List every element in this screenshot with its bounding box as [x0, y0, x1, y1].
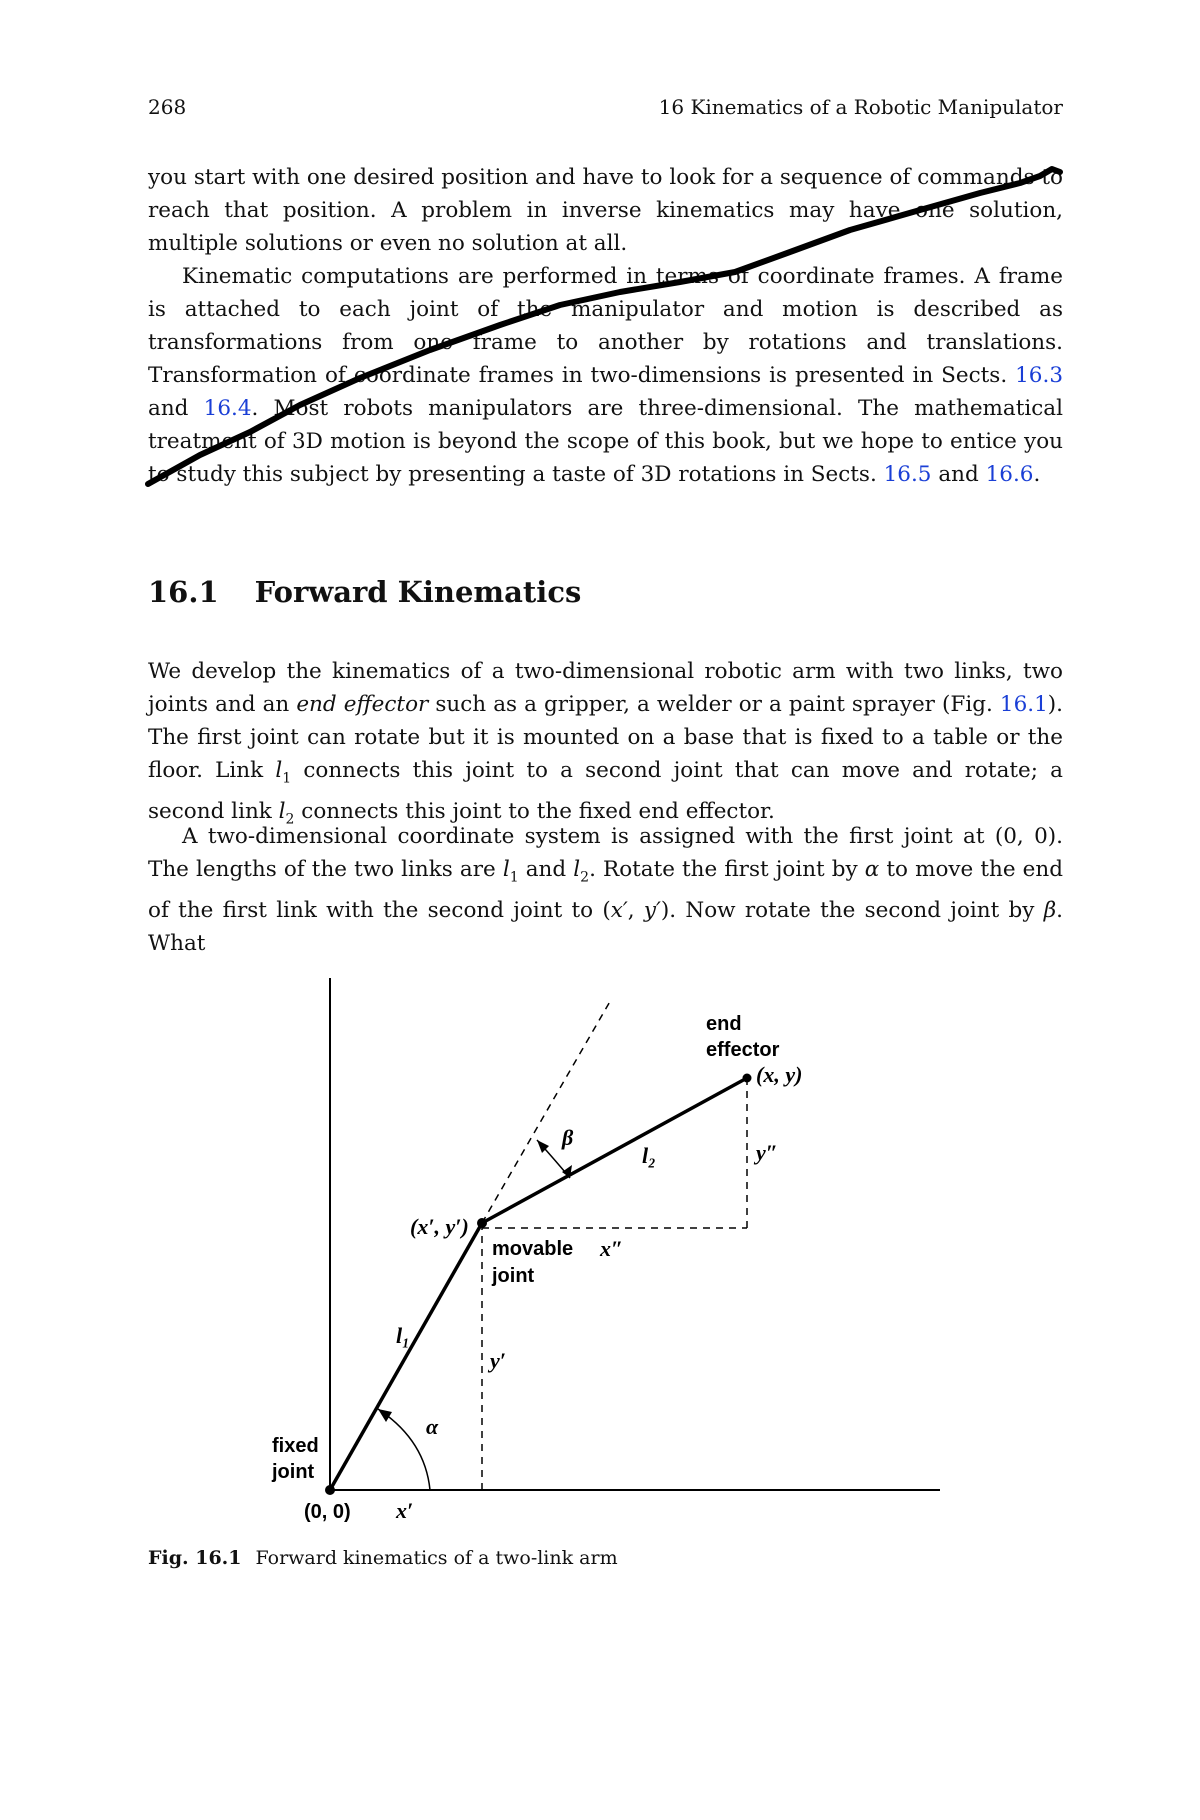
label-l2: l₂: [642, 1143, 656, 1168]
paragraph-intro: you start with one desired position and have to look for a sequence of commands to reach that position. A problem in inverse kinematics may have one solution, multiple solutions or even no solution at all.: [148, 165, 1063, 256]
paragraph-forward-kinematics: We develop the kinematics of a two-dimensional robotic arm with two links, two joints and an end effector such as a gripper, a welder or a paint sprayer (Fig. 16.1). The first joint can rotate but it is mounted on a base that is fixed to a table or the floor. Link $l_1$ connects this joint to a second joint that can move and rotate; a second link $l_2$ connects this joint to the fixed end effector.: [148, 659, 1063, 828]
label-movable-joint: joint: [492, 1265, 535, 1287]
label-second-joint-point: (x′, y′): [410, 1214, 469, 1239]
link-l2: [482, 1078, 747, 1223]
link-sect-16-4[interactable]: 16.4: [203, 396, 252, 421]
label-fixed-joint: joint: [272, 1461, 315, 1483]
fixed-joint-dot: [325, 1485, 335, 1495]
label-l1: l₁: [396, 1323, 410, 1348]
link-sect-16-3[interactable]: 16.3: [1015, 363, 1063, 388]
label-alpha: α: [426, 1414, 439, 1439]
label-end: end: [706, 1013, 742, 1035]
label-movable: movable: [492, 1238, 574, 1260]
paragraph-frames: Kinematic computations are performed in terms of coordinate frames. A frame is attached to each joint of the manipulator and motion is described as transformations from one frame to another by rotations and translations. Transformation of coordinate frames in two-dimensions is presented in Sects. 16.3 and 16.4. Most robots manipulators are three-dimensional. The mathematical treatment of 3D motion is beyond the scope of this book, but we hope to entice you to study this subject by presenting a taste of 3D rotations in Sects. 16.5 and 16.6.: [148, 264, 1063, 487]
label-fixed: fixed: [272, 1435, 319, 1457]
link-sect-16-5[interactable]: 16.5: [883, 462, 932, 487]
section-title: Forward Kinematics: [254, 575, 582, 609]
movable-joint-dot: [477, 1218, 487, 1228]
label-beta: β: [562, 1125, 574, 1150]
label-y-prime: y′: [490, 1348, 506, 1373]
paragraph-coordinate-system: A two-dimensional coordinate system is assigned with the first joint at (0, 0). The lengths of the two links are $l_1$ and $l_2$. Rotate the first joint by α to move the end of the first link with the second joint to (x′, y′). Now rotate the second joint by β. What: [148, 824, 1063, 957]
label-x-double-prime: x″: [600, 1236, 624, 1261]
page-number: 268: [148, 95, 187, 119]
figure-caption: [148, 1547, 618, 1569]
label-origin: (0, 0): [304, 1501, 351, 1523]
running-head: 16 Kinematics of a Robotic Manipulator: [658, 95, 1063, 119]
figure-caption-text: Forward kinematics of a two-link arm: [255, 1547, 618, 1569]
label-y-double-prime: y″: [756, 1140, 778, 1165]
link-sect-16-6[interactable]: 16.6: [985, 462, 1034, 487]
link-fig-16-1[interactable]: 16.1: [999, 692, 1048, 717]
label-end-point: (x, y): [756, 1062, 803, 1087]
end-effector-dot: [743, 1074, 752, 1083]
figure-caption-label: Fig. 16.1: [148, 1547, 242, 1569]
label-effector: effector: [706, 1039, 780, 1061]
link-l1: [330, 1223, 482, 1490]
label-x-prime: x′: [396, 1498, 414, 1523]
alpha-arrowhead: [378, 1409, 392, 1422]
section-number: 16.1: [148, 575, 219, 609]
